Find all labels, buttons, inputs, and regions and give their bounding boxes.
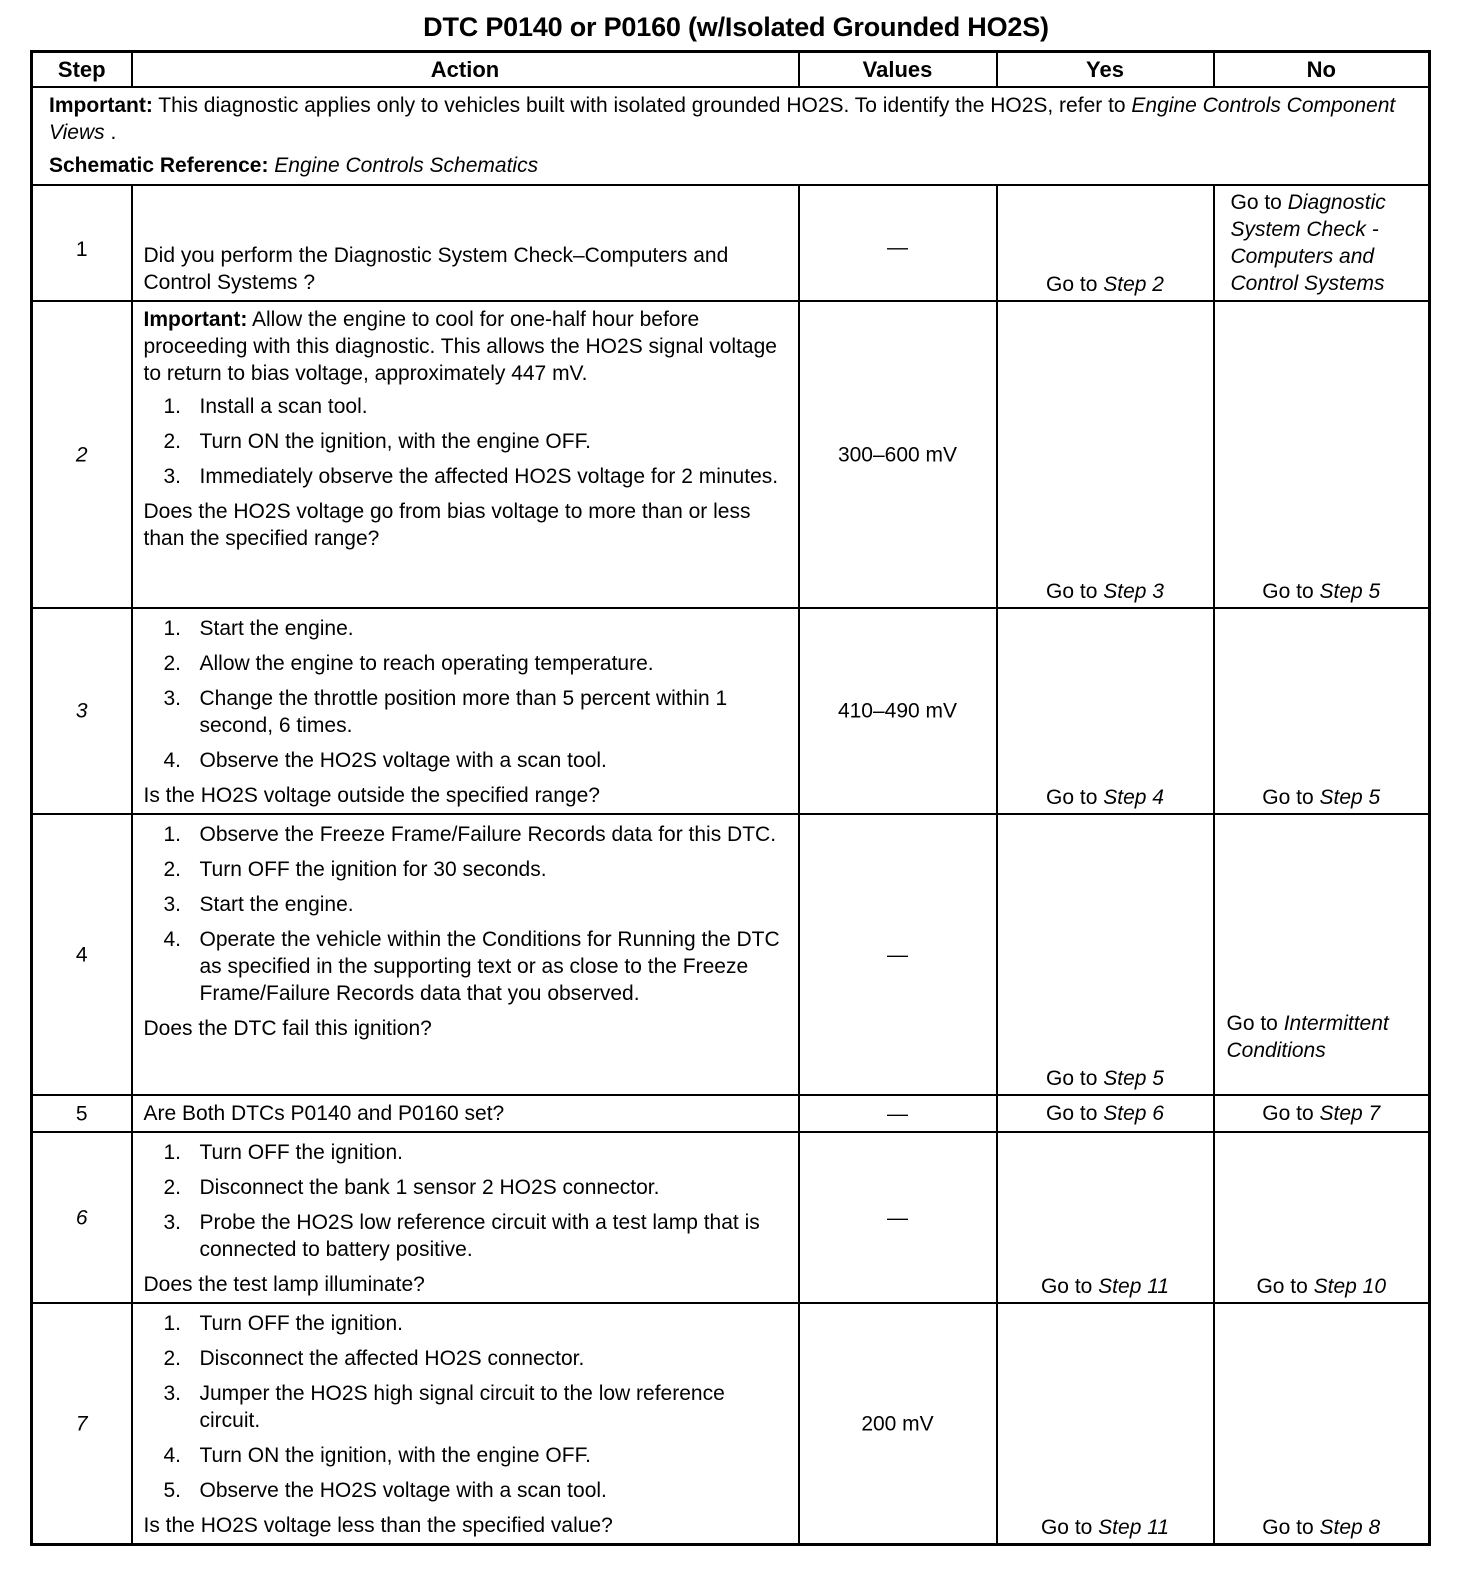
values-cell xyxy=(799,185,997,301)
no-link[interactable] xyxy=(1215,1273,1429,1300)
list-item-number: 3. xyxy=(163,1382,182,1405)
values-cell xyxy=(799,608,997,814)
table-row xyxy=(32,608,1430,814)
go-to-text: Go to xyxy=(1040,1516,1099,1539)
list-item-text: Turn OFF the ignition. xyxy=(199,1141,403,1164)
value-text: — xyxy=(887,943,908,966)
note-row xyxy=(32,87,1430,185)
step-reference: Step 11 xyxy=(1098,1275,1170,1298)
list-item-number: 1. xyxy=(163,1312,182,1335)
list-item-number: 5. xyxy=(163,1479,182,1502)
step-question: Is the HO2S voltage less than the specified value? xyxy=(143,1514,613,1537)
list-item-text: Disconnect the bank 1 sensor 2 HO2S connector. xyxy=(199,1176,660,1199)
important-note xyxy=(144,306,788,387)
important-text: Allow the engine to cool for one-half hour before proceeding with this diagnostic. This allows the HO2S signal voltage to return to bias voltage, approximately 447 mV. xyxy=(143,308,777,385)
go-to-text: Go to xyxy=(1046,273,1104,296)
action-cell xyxy=(132,814,799,1095)
step-cell xyxy=(32,301,132,608)
header-step: Step xyxy=(32,52,132,88)
values-cell xyxy=(799,1095,997,1132)
list-item-text: Turn ON the ignition, with the engine OFF. xyxy=(199,1444,591,1467)
list-item xyxy=(144,1174,788,1201)
step-cell xyxy=(32,814,132,1095)
list-item-text: Observe the HO2S voltage with a scan tool. xyxy=(199,1479,607,1502)
list-item-number: 1. xyxy=(163,617,182,640)
important-label: Important: xyxy=(143,308,248,331)
no-cell xyxy=(1214,301,1430,608)
list-item xyxy=(144,1380,788,1434)
values-cell xyxy=(799,1132,997,1303)
list-item xyxy=(144,1139,788,1166)
header-action: Action xyxy=(132,52,799,88)
list-item-text: Turn ON the ignition, with the engine OFF. xyxy=(199,430,591,453)
yes-link[interactable] xyxy=(998,1273,1213,1300)
step-number: 4 xyxy=(75,943,88,966)
list-item-number: 4. xyxy=(163,1444,182,1467)
list-item xyxy=(144,1477,788,1504)
yes-cell xyxy=(997,301,1214,608)
yes-cell xyxy=(997,1132,1214,1303)
list-item-text: Start the engine. xyxy=(199,617,354,640)
yes-link[interactable] xyxy=(998,1065,1213,1092)
value-text: — xyxy=(887,1102,908,1125)
instruction-list xyxy=(144,821,788,1007)
no-link[interactable] xyxy=(1215,1514,1429,1541)
schematic-reference xyxy=(49,152,1414,179)
header-no: No xyxy=(1214,52,1430,88)
go-to-text: Go to xyxy=(1046,1102,1104,1125)
go-to-text: Go to xyxy=(1262,786,1320,809)
action-cell xyxy=(132,1132,799,1303)
step-cell xyxy=(32,1132,132,1303)
go-to-text: Go to xyxy=(1262,1102,1320,1125)
list-item-number: 4. xyxy=(163,749,182,772)
yes-cell xyxy=(997,1095,1214,1132)
list-item-text: Observe the HO2S voltage with a scan tool. xyxy=(199,749,607,772)
yes-link[interactable] xyxy=(998,271,1213,298)
note-cell xyxy=(32,87,1430,185)
list-item-number: 1. xyxy=(163,823,182,846)
yes-cell xyxy=(997,814,1214,1095)
diagnostic-table xyxy=(30,50,1431,1546)
instruction-list xyxy=(144,1139,788,1263)
step-reference: Intermittent Conditions xyxy=(1226,1012,1389,1062)
yes-link[interactable] xyxy=(998,578,1213,605)
step-reference: Step 5 xyxy=(1319,580,1381,603)
step-number: 3 xyxy=(75,699,88,723)
table-row xyxy=(32,1303,1430,1545)
list-item-text: Operate the vehicle within the Conditions for Running the DTC as specified in the supporting text or as close to the Freeze Frame/Failure Records data that you observed. xyxy=(199,928,780,1005)
header-yes: Yes xyxy=(997,52,1214,88)
step-reference: Step 7 xyxy=(1319,1102,1381,1125)
list-item-number: 3. xyxy=(163,1211,182,1234)
list-item-text: Install a scan tool. xyxy=(199,395,368,418)
step-question: Does the DTC fail this ignition? xyxy=(143,1017,432,1040)
list-item-text: Turn OFF the ignition. xyxy=(199,1312,403,1335)
action-cell xyxy=(132,185,799,301)
step-question: Does the test lamp illuminate? xyxy=(143,1273,425,1296)
yes-link[interactable] xyxy=(998,784,1213,811)
important-note xyxy=(49,92,1414,146)
important-label: Important: xyxy=(49,94,153,117)
step-cell xyxy=(32,608,132,814)
instruction-list xyxy=(144,615,788,774)
no-link[interactable] xyxy=(1215,784,1429,811)
list-item xyxy=(144,747,788,774)
important-reference-link[interactable]: Engine Controls Component Views xyxy=(49,94,1396,144)
go-to-text: Go to xyxy=(1262,580,1320,603)
step-cell xyxy=(32,185,132,301)
value-text: 200 mV xyxy=(861,1412,934,1435)
step-number: 5 xyxy=(75,1102,88,1125)
list-item xyxy=(144,926,788,1007)
list-item xyxy=(144,856,788,883)
list-item-text: Jumper the HO2S high signal circuit to the low reference circuit. xyxy=(199,1382,725,1432)
values-cell xyxy=(799,1303,997,1545)
action-cell xyxy=(132,1303,799,1545)
list-item xyxy=(144,650,788,677)
value-text: — xyxy=(887,236,908,259)
go-to-text: Go to xyxy=(1262,1516,1320,1539)
list-item-text: Allow the engine to reach operating temperature. xyxy=(199,652,654,675)
header-values: Values xyxy=(799,52,997,88)
no-link[interactable] xyxy=(1215,578,1429,605)
list-item-number: 2. xyxy=(163,1347,182,1370)
list-item-number: 3. xyxy=(163,465,182,488)
step-question: Does the HO2S voltage go from bias voltage to more than or less than the specified range? xyxy=(143,500,751,550)
step-question: Is the HO2S voltage outside the specified range? xyxy=(143,784,600,807)
list-item-number: 2. xyxy=(163,1176,182,1199)
yes-cell xyxy=(997,608,1214,814)
table-row xyxy=(32,185,1430,301)
values-cell xyxy=(799,301,997,608)
action-cell xyxy=(132,1095,799,1132)
action-cell xyxy=(132,301,799,608)
step-question: Are Both DTCs P0140 and P0160 set? xyxy=(143,1102,505,1125)
step-reference: Step 5 xyxy=(1319,786,1381,809)
list-item-text: Start the engine. xyxy=(199,893,354,916)
value-text: 300–600 mV xyxy=(837,443,958,466)
no-link[interactable] xyxy=(1215,189,1429,297)
no-cell xyxy=(1214,1095,1430,1132)
no-cell xyxy=(1214,185,1430,301)
step-cell xyxy=(32,1303,132,1545)
important-text: This diagnostic applies only to vehicles built with isolated grounded HO2S. To identify the HO2S, refer to xyxy=(152,94,1132,117)
no-link[interactable] xyxy=(1227,1010,1429,1064)
list-item xyxy=(144,891,788,918)
step-reference: Step 10 xyxy=(1313,1275,1387,1298)
table-row xyxy=(32,1095,1430,1132)
list-item-text: Turn OFF the ignition for 30 seconds. xyxy=(199,858,547,881)
yes-link[interactable] xyxy=(998,1100,1213,1127)
step-number: 2 xyxy=(75,443,88,466)
step-number: 7 xyxy=(75,1412,88,1435)
list-item-text: Immediately observe the affected HO2S voltage for 2 minutes. xyxy=(199,465,779,488)
list-item-number: 2. xyxy=(163,430,182,453)
step-reference: Step 3 xyxy=(1103,580,1164,603)
list-item xyxy=(144,685,788,739)
list-item-number: 3. xyxy=(163,687,182,710)
action-cell xyxy=(132,608,799,814)
list-item xyxy=(144,1442,788,1469)
no-cell xyxy=(1214,608,1430,814)
list-item-number: 4. xyxy=(163,928,182,951)
step-reference: Step 8 xyxy=(1319,1516,1381,1539)
list-item-number: 2. xyxy=(163,858,182,881)
table-header-row xyxy=(32,52,1430,88)
table-row xyxy=(32,814,1430,1095)
step-question: Did you perform the Diagnostic System Check–Computers and Control Systems ? xyxy=(143,244,729,294)
value-text: 410–490 mV xyxy=(837,699,958,723)
no-cell xyxy=(1214,1303,1430,1545)
list-item-text: Disconnect the affected HO2S connector. xyxy=(199,1347,585,1370)
no-cell xyxy=(1214,1132,1430,1303)
list-item xyxy=(144,821,788,848)
list-item-text: Observe the Freeze Frame/Failure Records data for this DTC. xyxy=(199,823,777,846)
yes-link[interactable] xyxy=(998,1514,1213,1541)
yes-cell xyxy=(997,1303,1214,1545)
no-link[interactable] xyxy=(1215,1100,1429,1127)
instruction-list xyxy=(144,393,788,490)
schematic-label: Schematic Reference: xyxy=(49,154,269,177)
list-item-number: 2. xyxy=(163,652,182,675)
step-reference: Step 6 xyxy=(1103,1102,1164,1125)
list-item-text: Change the throttle position more than 5 percent within 1 second, 6 times. xyxy=(199,687,728,737)
list-item-number: 1. xyxy=(163,1141,182,1164)
yes-ref: Step 2 xyxy=(1103,273,1164,296)
values-cell xyxy=(799,814,997,1095)
step-cell xyxy=(32,1095,132,1132)
go-to-text: Go to xyxy=(1040,1275,1099,1298)
important-end: . xyxy=(104,121,117,144)
value-text: — xyxy=(887,1206,908,1229)
step-number: 1 xyxy=(75,238,88,261)
go-to-text: Go to xyxy=(1046,1067,1104,1090)
list-item xyxy=(144,1345,788,1372)
list-item-number: 1. xyxy=(163,395,182,418)
page-title: DTC P0140 or P0160 (w/Isolated Grounded HO2S) xyxy=(423,12,1049,42)
list-item xyxy=(144,1209,788,1263)
list-item xyxy=(144,428,788,455)
step-number: 6 xyxy=(75,1206,88,1229)
schematic-reference-link[interactable]: Engine Controls Schematics xyxy=(268,154,539,177)
go-to-text: Go to xyxy=(1256,1275,1314,1298)
step-reference: Step 11 xyxy=(1098,1516,1170,1539)
go-to-text: Go to xyxy=(1046,580,1104,603)
table-row xyxy=(32,1132,1430,1303)
yes-cell xyxy=(997,185,1214,301)
list-item xyxy=(144,393,788,420)
go-to-text: Go to xyxy=(1230,191,1288,214)
list-item xyxy=(144,615,788,642)
list-item xyxy=(144,463,788,490)
step-reference: Step 4 xyxy=(1103,786,1164,809)
no-cell xyxy=(1214,814,1430,1095)
no-ref: Diagnostic System Check - Computers and Control Systems xyxy=(1230,191,1386,295)
list-item-text: Probe the HO2S low reference circuit with a test lamp that is connected to battery positive. xyxy=(199,1211,760,1261)
step-reference: Step 5 xyxy=(1103,1067,1164,1090)
table-row xyxy=(32,301,1430,608)
go-to-text: Go to xyxy=(1046,786,1104,809)
go-to-text: Go to xyxy=(1226,1012,1284,1035)
instruction-list xyxy=(144,1310,788,1504)
list-item xyxy=(144,1310,788,1337)
list-item-number: 3. xyxy=(163,893,182,916)
